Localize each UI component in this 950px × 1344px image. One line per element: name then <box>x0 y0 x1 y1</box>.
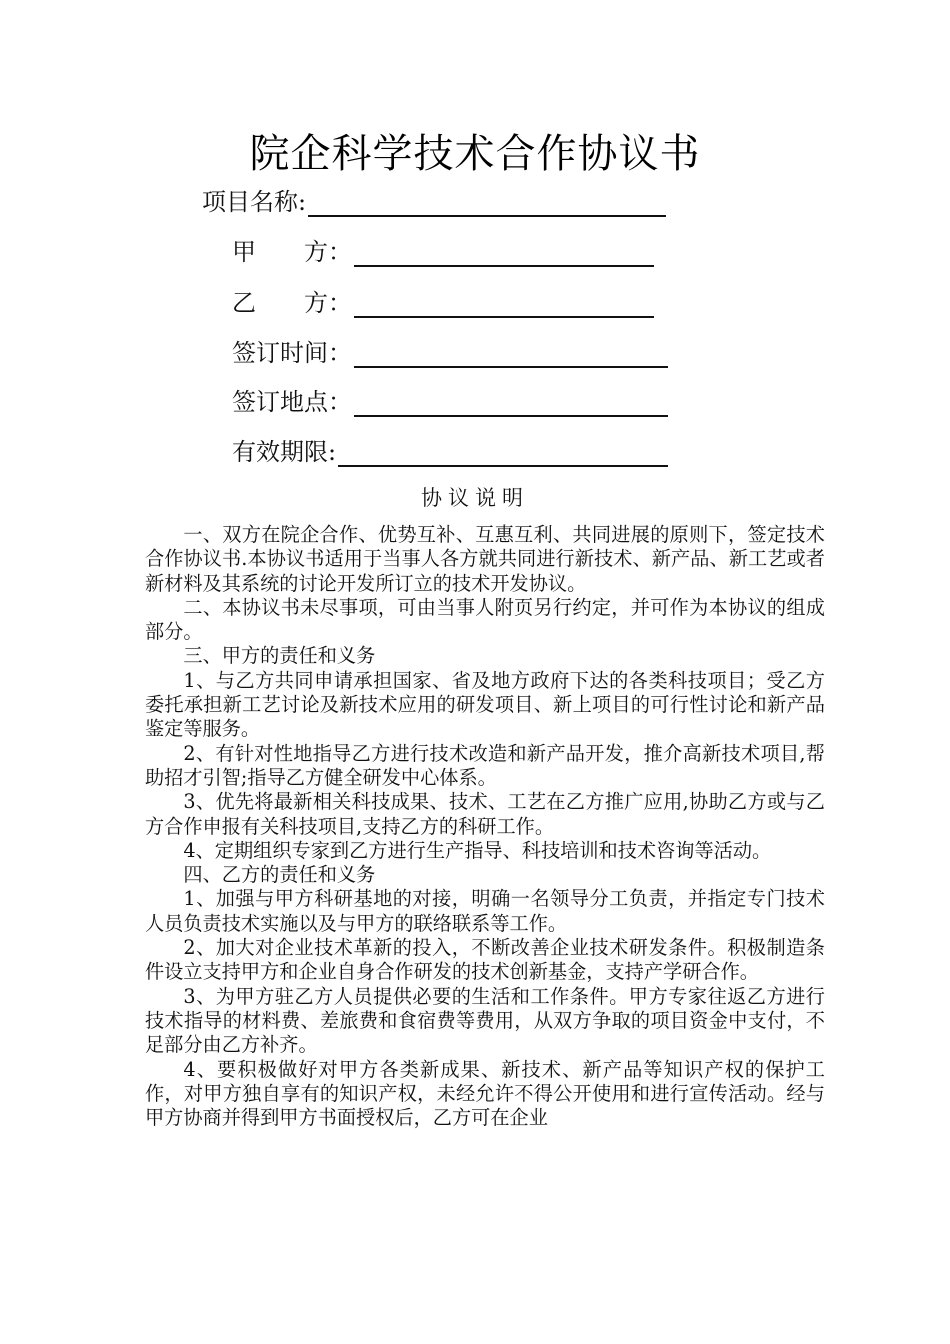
paragraph: 四、乙方的责任和义务 <box>183 863 376 887</box>
paragraph: 2、有针对性地指导乙方进行技术改造和新产品开发，推介高新技术项目,帮助招才引智;指导乙方健全研发中心体系。 <box>145 741 825 789</box>
sign-time-label: 签订时间： <box>232 339 352 367</box>
section-title: 协议说明 <box>421 486 529 510</box>
paragraph: 1、与乙方共同申请承担国家、省及地方政府下达的各类科技项目；受乙方委托承担新工艺讨论及新技术应用的研发项目、新上项目的可行性讨论和新产品鉴定等服务。 <box>145 668 825 741</box>
sign-time-field <box>232 334 668 368</box>
project-name-label: 项目名称: <box>202 188 307 216</box>
paragraph: 4、要积极做好对甲方各类新成果、新技术、新产品等知识产权的保护工作，对甲方独自享有的知识产权，未经允许不得公开使用和进行宣传活动。经与甲方协商并得到甲方书面授权后，乙方可在企业 <box>145 1057 825 1130</box>
paragraph: 4、定期组织专家到乙方进行生产指导、科技培训和技术咨询等活动。 <box>183 838 772 862</box>
paragraph: 3、优先将最新相关科技成果、技术、工艺在乙方推广应用,协助乙方或与乙方合作申报有关科技项目,支持乙方的科研工作。 <box>145 790 825 838</box>
paragraph: 二、本协议书未尽事项，可由当事人附页另行约定，并可作为本协议的组成部分。 <box>145 595 825 644</box>
sign-place-label: 签订地点： <box>232 388 352 416</box>
agreement-body <box>145 523 825 1130</box>
project-name-blank <box>308 189 666 217</box>
party-a-blank <box>354 239 654 267</box>
party-b-blank <box>354 290 654 318</box>
party-a-field <box>232 233 654 267</box>
paragraph: 1、加强与甲方科研基地的对接，明确一名领导分工负责，并指定专门技术人员负责技术实施以及与甲方的联络联系等工作。 <box>145 887 825 935</box>
validity-field <box>232 433 668 467</box>
validity-label: 有效期限: <box>232 438 337 466</box>
party-b-field <box>232 284 654 318</box>
sign-place-blank <box>354 389 668 417</box>
party-a-label: 甲 方： <box>232 238 352 266</box>
paragraph: 2、加大对企业技术革新的投入，不断改善企业技术研发条件。积极制造条件设立支持甲方和企业自身合作研发的技术创新基金，支持产学研合作。 <box>145 936 825 984</box>
paragraph: 3、为甲方驻乙方人员提供必要的生活和工作条件。甲方专家往返乙方进行技术指导的材料费、差旅费和食宿费等费用，从双方争取的项目资金中支付，不足部分由乙方补齐。 <box>145 984 825 1057</box>
sign-place-field <box>232 383 668 417</box>
validity-blank <box>338 439 668 467</box>
paragraph: 一、双方在院企合作、优势互补、互惠互利、共同进展的原则下，签定技术合作协议书.本协议书适用于当事人各方就共同进行新技术、新产品、新工艺或者新材料及其系统的讨论开发所订立的技术开发协议。 <box>145 523 825 595</box>
paragraph: 三、甲方的责任和义务 <box>183 644 376 668</box>
project-name-field <box>202 183 666 217</box>
sign-time-blank <box>354 340 668 368</box>
party-b-label: 乙 方： <box>232 289 352 317</box>
document-title: 院企科学技术合作协议书 <box>249 131 701 177</box>
